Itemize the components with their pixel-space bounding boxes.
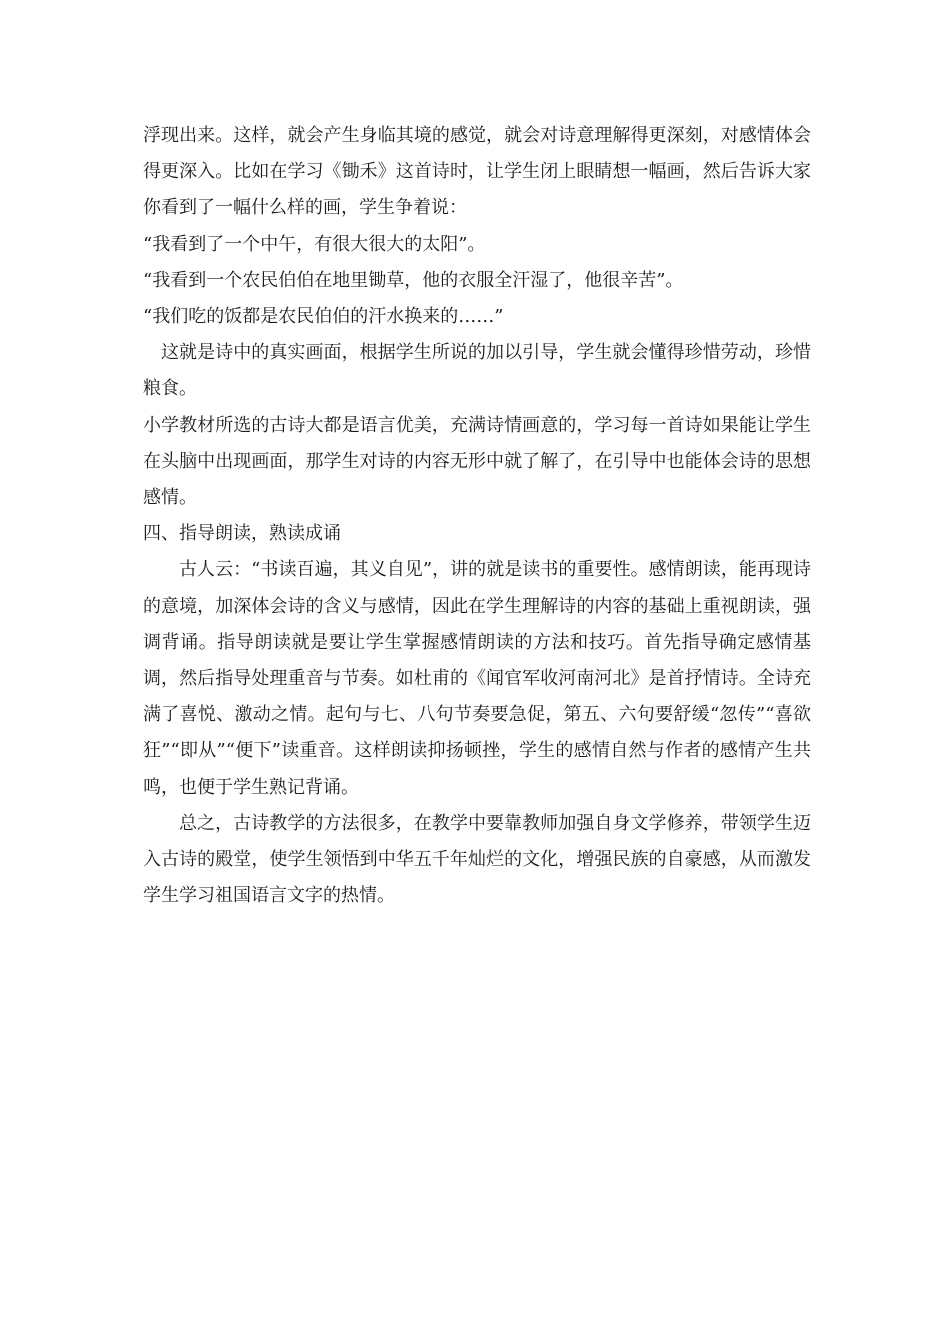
document-body — [143, 118, 811, 914]
quote-line-2: “我看到一个农民伯伯在地里锄草，他的衣服全汗湿了，他很辛苦”。 — [143, 269, 684, 291]
paragraph-summary: 这就是诗中的真实画面，根据学生所说的加以引导，学生就会懂得珍惜劳动，珍惜粮食。 — [143, 342, 811, 400]
paragraph-continuation: 浮现出来。这样，就会产生身临其境的感觉，就会对诗意理解得更深刻，对感情体会得更深入。比如在学习《锄禾》这首诗时，让学生闭上眼睛想一幅画，然后告诉大家你看到了一幅什么样的画，学生争着说： — [143, 125, 811, 219]
quote-line-1: “我看到了一个中午，有很大很大的太阳”。 — [143, 233, 486, 255]
paragraph-textbook: 小学教材所选的古诗大都是语言优美，充满诗情画意的，学习每一首诗如果能让学生在头脑中出现画面，那学生对诗的内容无形中就了解了，在引导中也能体会诗的思想感情。 — [143, 414, 811, 509]
quote-line-3: “我们吃的饭都是农民伯伯的汗水换来的……” — [143, 306, 504, 328]
section-heading: 四、指导朗读，熟读成诵 — [143, 523, 341, 545]
paragraph-reading: 古人云：“书读百遍，其义自见”，讲的就是读书的重要性。感情朗读，能再现诗的意境，加深体会诗的含义与感情，因此在学生理解诗的内容的基础上重视朗读，强调背诵。指导朗读就是要让学生掌握感情朗读的方法和技巧。首先指导确定感情基调，然后指导处理重音与节奏。如杜甫的《闻官军收河南河北》是首抒情诗。全诗充满了喜悦、激动之情。起句与七、八句节奏要急促，第五、六句要舒缓“忽传”“喜欲狂”“即从”“便下”读重音。这样朗读抑扬顿挫，学生的感情自然与作者的感情产生共鸣，也便于学生熟记背诵。 — [143, 559, 811, 798]
paragraph-conclusion: 总之，古诗教学的方法很多，在教学中要靠教师加强自身文学修养，带领学生迈入古诗的殿堂，使学生领悟到中华五千年灿烂的文化，增强民族的自豪感，从而激发学生学习祖国语言文字的热情。 — [143, 812, 811, 907]
